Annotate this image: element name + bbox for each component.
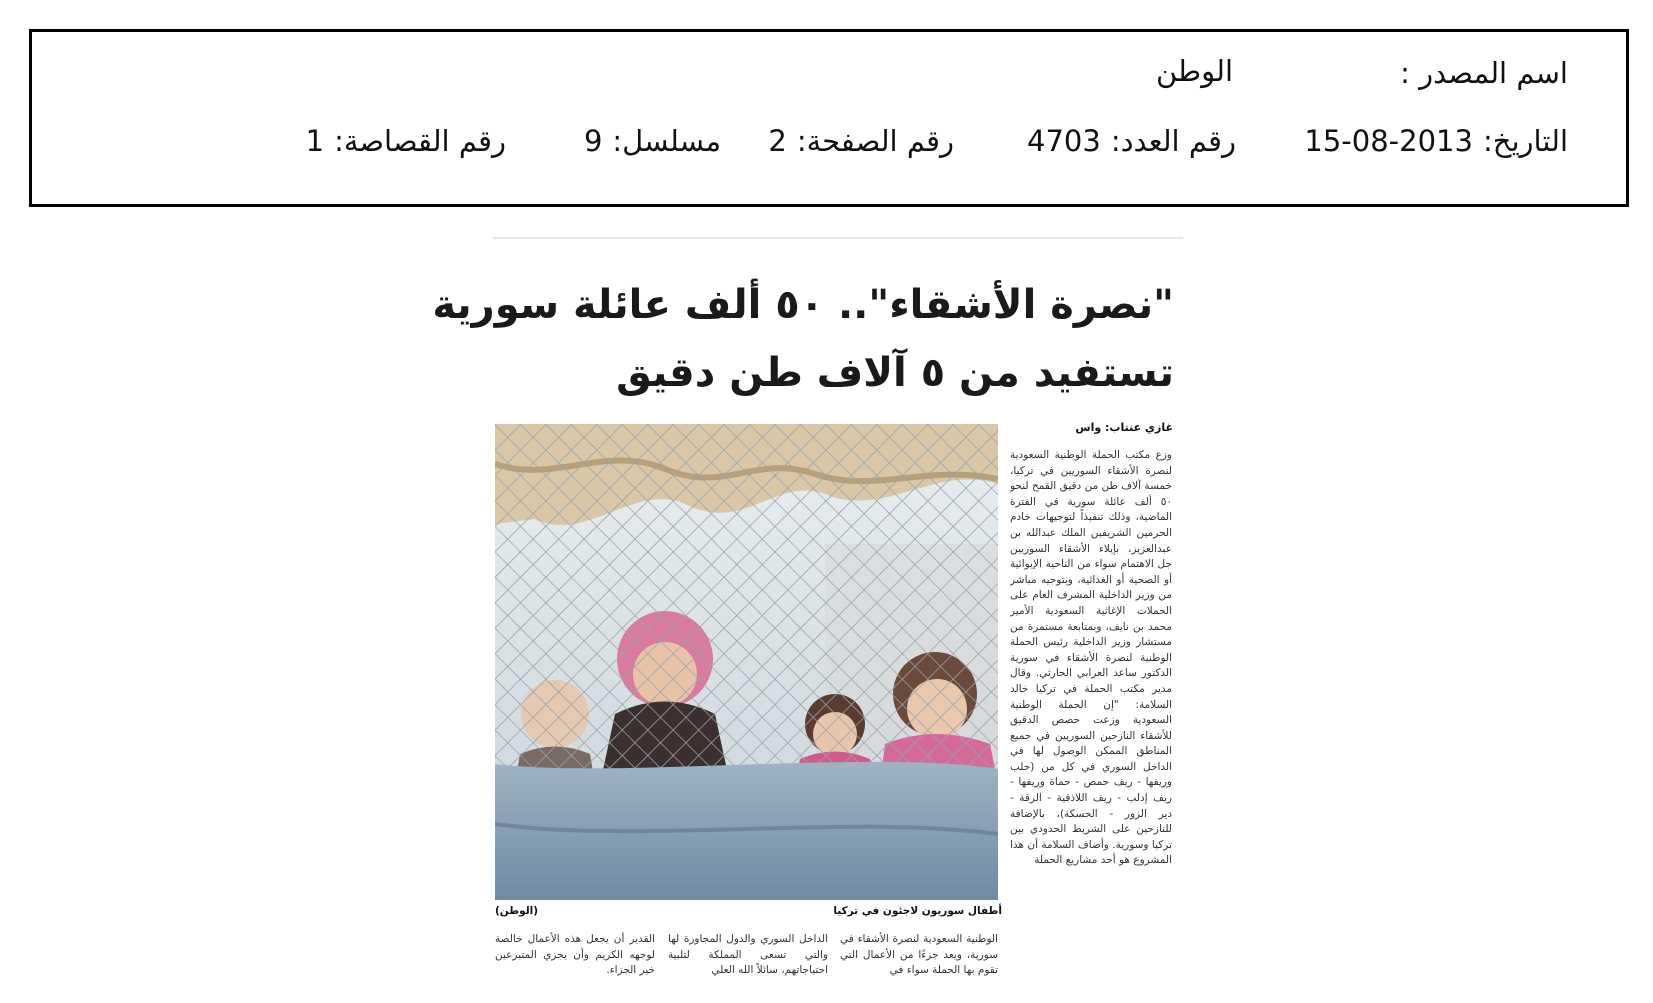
source-name-value: الوطن [1155,54,1233,88]
source-name-label: اسم المصدر : [1400,56,1568,90]
article-body-column-4: القدير أن يجعل هذه الأعمال خالصة لوجهه الكريم وأن يجزي المتبرعين خير الجزاء. [495,933,655,977]
article-body-column-2: الوطنية السعودية لنصرة الأشقاء في سورية، ويعد جزءًا من الأعمال التي تقوم بها الحملة سواء في [840,933,998,977]
date-value: 2013-08-15 [1304,124,1473,158]
issue-label: رقم العدد: [1110,124,1236,158]
page-value: 2 [768,124,787,158]
issue-value: 4703 [1027,124,1101,158]
photo-credit: (الوطن) [495,905,539,917]
headline-line-2: تستفيد من ٥ آلاف طن دقيق [616,350,1174,396]
byline: غازي عنتاب: واس [1075,421,1173,434]
photo-caption: أطفال سوريون لاجئون في تركيا [833,905,1002,917]
issue-field [1027,124,1236,158]
serial-value: 9 [583,124,603,158]
serial-field [584,124,721,158]
date-label: التاريخ: [1482,124,1568,158]
headline-line-1: "نصرة الأشقاء".. ٥٠ ألف عائلة سورية [432,282,1174,328]
refugee-children-photo [495,424,998,900]
article-photo [495,424,998,900]
source-info-box [29,29,1629,207]
page-field [768,124,954,158]
clip-value: 1 [305,124,325,158]
clip-label: رقم القصاصة: [334,124,506,158]
date-field [1304,124,1568,158]
page-label: رقم الصفحة: [796,124,954,158]
article-body-column-1: وزع مكتب الحملة الوطنية السعودية لنصرة الأشقاء السوريين في تركيا، خمسة آلاف طن من دقيق القمح لنحو ٥٠ ألف عائلة سورية في الفترة الماضية، وذلك تنفيذاً لتوجيهات خادم الحرمين الشريفين الملك عبدالله بن عبدالعزيز، بإيلاء الأشقاء السوريين جل الاهتمام سواء من الناحية الإيوائية أو الصحية أو الغذائية، وبتوجيه مباشر من وزير الداخلية المشرف العام على الحملات الإغاثية السعودية الأمير محمد بن نايف، وبمتابعة مستمرة من مستشار وزير الداخلية رئيس الحملة الوطنية لنصرة الأشقاء في سورية الدكتور ساعد العرابي الحارثي. وقال مدير مكتب الحملة في تركيا خالد السلامة: "إن الحملة الوطنية السعودية وزعت حصص الدقيق للأشقاء النازحين السوريين في جميع المناطق الممكن الوصول لها في الداخل السوري في كل من (حلب وريفها - ريف حمص - حماة وريفها - ريف إدلب - ريف اللاذقية - الرقة - دير الزور - الحسكة)، بالإضافة للنازحين على الشريط الحدودي بين تركيا وسورية. وأضاف السلامة أن هذا المشروع هو أحد مشاريع الحملة [1010,449,1172,867]
serial-label: مسلسل: [612,124,721,158]
article-body-column-3: الداخل السوري والدول المجاورة لها والتي تسعى المملكة لتلبية احتياجاتهم، سائلاً الله العلي [668,933,828,977]
source-name [1390,56,1568,90]
clip-field [306,124,506,158]
clipping-top-rule [493,237,1183,239]
